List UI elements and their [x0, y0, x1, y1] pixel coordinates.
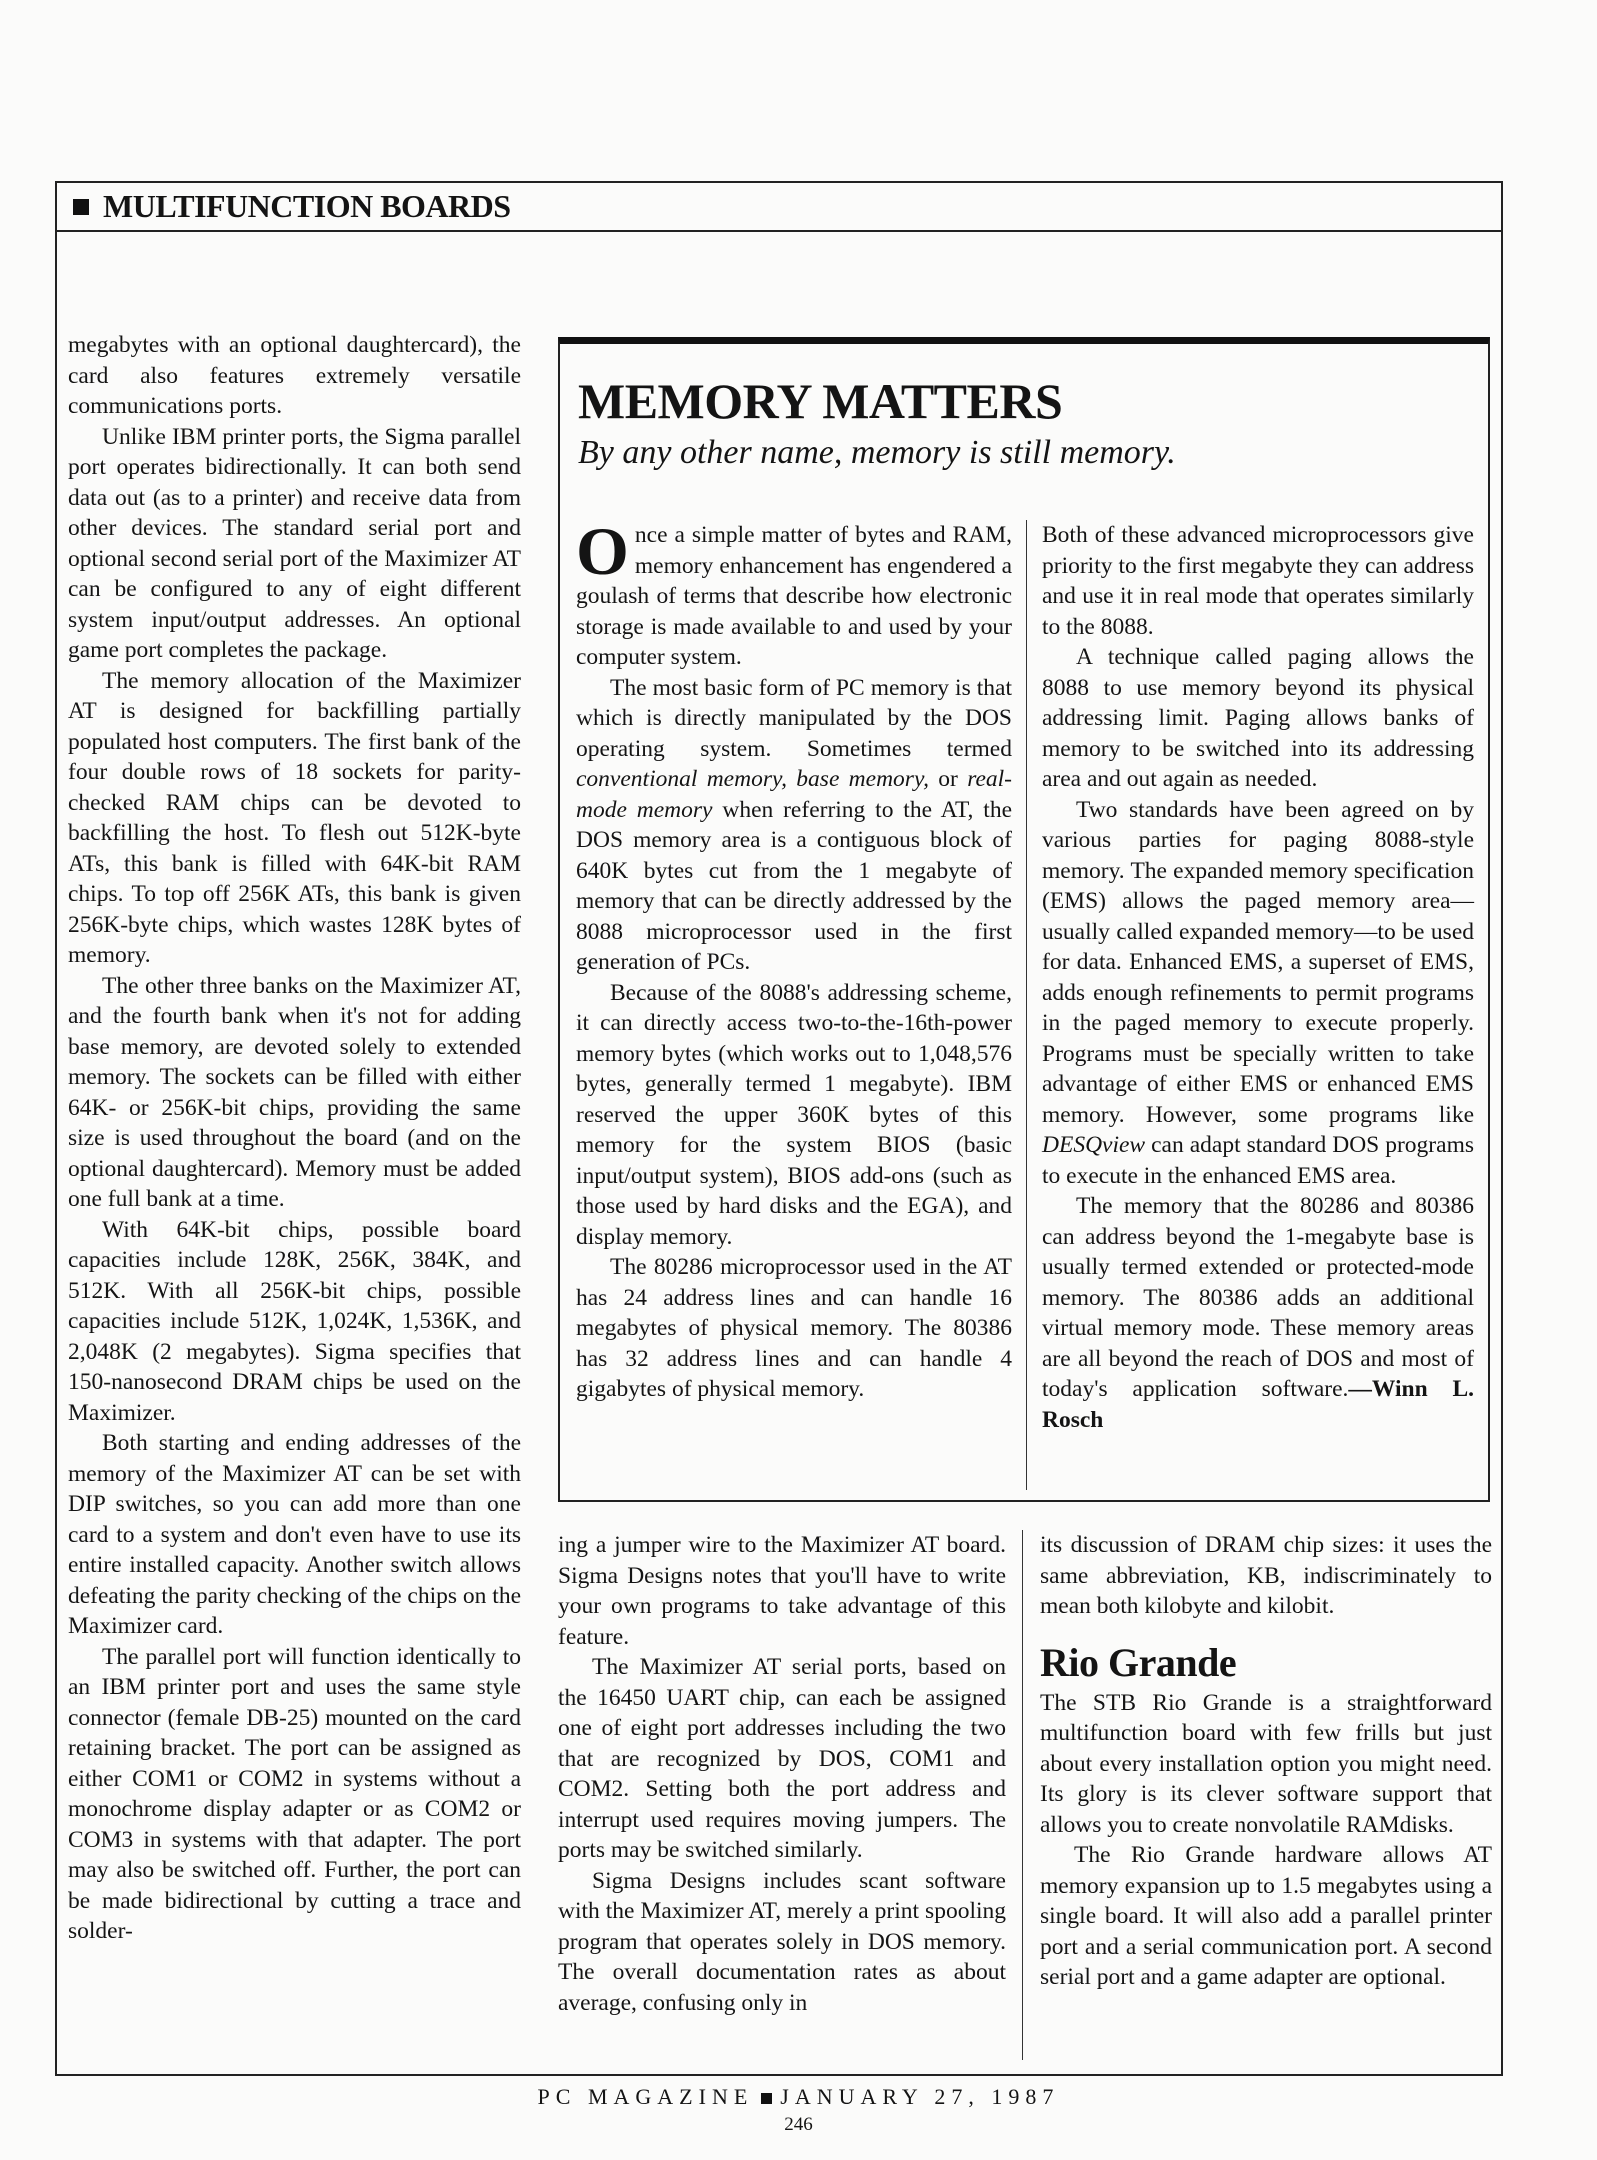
- paragraph: Sigma Designs includes scant software with the Maximizer AT, merely a print spooling program that operates solely in DOS memory. The overall documentation rates as about average, confusing only in: [558, 1867, 1006, 2016]
- paragraph: [576, 673, 1012, 978]
- article-column-2: [558, 1530, 1006, 2018]
- article-column-3: [1040, 1530, 1492, 1993]
- paragraph: [1042, 795, 1474, 1192]
- paragraph: A technique called paging allows the 8088 to use memory beyond its physical addressing limit. Paging allows banks of memory to be switched into its addressing area and out again as needed.: [1042, 644, 1474, 792]
- paragraph: The parallel port will function identically to an IBM printer port and uses the same style connector (female DB-25) mounted on the card retaining bracket. The port can be assigned as either COM1 or COM2 in systems without a monochrome display adapter or as COM2 or COM3 in systems with that adapter. The port may also be switched off. Further, the port can be made bidirectional by cutting a trace and solder-: [68, 1643, 521, 1944]
- page-number: 246: [784, 2114, 813, 2135]
- drop-cap: O: [576, 513, 629, 589]
- paragraph-text: when referring to the AT, the DOS memory area is a contiguous block of 640K bytes cut from the 1 megabyte of memory that can be directly addressed by the 8088 microprocessor used in the first generation of PCs.: [576, 796, 1012, 975]
- sidebar-column-1: [576, 513, 1013, 1405]
- section-header: [57, 183, 1501, 232]
- product-name: DESQview: [1042, 1132, 1146, 1158]
- paragraph-text: can adapt standard DOS programs to execute in the enhanced EMS area.: [1042, 1132, 1474, 1189]
- paragraph-text: Two standards have been agreed on by various parties for paging 8088-style memory. The expanded memory specification (EMS) allows the paged memory area—usually called expanded memory—to be used for data. Enhanced EMS, a superset of EMS, adds enough refinements to permit programs in the paged memory to execute properly. Programs must be specially written to take advantage of either EMS or enhanced EMS memory. However, some programs like: [1042, 796, 1474, 1128]
- paragraph: Both of these advanced microprocessors give priority to the first megabyte they can address and use it in real mode that operates similarly to the 8088.: [1042, 522, 1474, 640]
- article-column-1: [68, 330, 521, 1947]
- page-footer: [0, 2084, 1597, 2110]
- paragraph: its discussion of DRAM chip sizes: it uses the same abbreviation, KB, indiscriminately to mean both kilobyte and kilobit.: [1040, 1532, 1492, 1619]
- paragraph-text: nce a simple matter of bytes and RAM, memory enhancement has engendered a goulash of terms that describe how electronic storage is made available to and used by your computer system.: [576, 522, 1012, 670]
- paragraph: [576, 513, 1012, 673]
- paragraph: The Maximizer AT serial ports, based on the 16450 UART chip, can each be assigned one of eight port addresses including the two that are recognized by DOS, COM1 and COM2. Setting both the port address and interrupt used requires moving jumpers. The ports may be switched similarly.: [558, 1654, 1006, 1863]
- paragraph: megabytes with an optional daughtercard), the card also features extremely versatile communications ports.: [68, 332, 521, 419]
- paragraph: Because of the 8088's addressing scheme, it can directly access two-to-the-16th-power memory bytes (which works out to 1,048,576 bytes, generally termed 1 megabyte). IBM reserved the upper 360K bytes of this memory for the system BIOS (basic input/output system), BIOS add-ons (such as those used by hard disks and the EGA), and display memory.: [576, 979, 1012, 1250]
- paragraph: ing a jumper wire to the Maximizer AT board. Sigma Designs notes that you'll have to write your own programs to take advantage of this feature.: [558, 1532, 1006, 1650]
- paragraph: The 80286 microprocessor used in the AT has 24 address lines and can handle 16 megabytes of physical memory. The 80386 has 32 address lines and can handle 4 gigabytes of physical memory.: [576, 1254, 1012, 1402]
- sidebar-box: [558, 337, 1490, 1502]
- issue-date: JANUARY 27, 1987: [780, 2084, 1060, 2109]
- sidebar-title: MEMORY MATTERS: [578, 373, 1063, 429]
- bullet-square-icon: [761, 2093, 772, 2104]
- paragraph: [1042, 1191, 1474, 1435]
- paragraph: The other three banks on the Maximizer AT, and the fourth bank when it's not for adding base memory, are devoted solely to extended memory. The sockets can be filled with either 64K- or 256K-bit chips, providing the same size is used throughout the board (and on the optional daughtercard). Memory must be added one full bank at a time.: [68, 972, 521, 1212]
- column-divider: [1026, 520, 1027, 1490]
- paragraph: The STB Rio Grande is a straightforward multifunction board with few frills but just about every installation option you might need. Its glory is its clever software support that allows you to create nonvolatile RAMdisks.: [1040, 1689, 1492, 1838]
- subhead-rio-grande: Rio Grande: [1040, 1639, 1237, 1685]
- paragraph: The memory allocation of the Maximizer AT is designed for backfilling partially populated host computers. The first bank of the four double rows of 18 sockets for parity-checked RAM chips can be devoted to backfilling the host. To flesh out 512K-byte ATs, this bank is filled with 64K-bit RAM chips. To top off 256K ATs, this bank is given 256K-byte chips, which wastes 128K bytes of memory.: [68, 667, 521, 968]
- section-label: MULTIFUNCTION BOARDS: [103, 188, 511, 224]
- paragraph: Unlike IBM printer ports, the Sigma parallel port operates bidirectionally. It can both send data out (as to a printer) and receive data from other devices. The standard serial port and optional second serial port of the Maximizer AT can be configured to any of eight different system input/output addresses. An optional game port completes the package.: [68, 423, 521, 663]
- paragraph: Both starting and ending addresses of the memory of the Maximizer AT can be set with DIP switches, so you can add more than one card to a system and don't even have to use its entire installed capacity. Another switch allows defeating the parity checking of the chips on the Maximizer card.: [68, 1430, 521, 1639]
- paragraph: With 64K-bit chips, possible board capacities include 128K, 256K, 384K, and 512K. With all 256K-bit chips, possible capacities include 512K, 1,024K, 1,536K, and 2,048K (2 megabytes). Sigma specifies that 150-nanosecond DRAM chips be used on the Maximizer.: [68, 1216, 521, 1426]
- paragraph-text: or: [938, 766, 958, 792]
- byline: —Winn L. Rosch: [1042, 1376, 1475, 1433]
- magazine-name: PC MAGAZINE: [537, 2084, 754, 2109]
- paragraph-text: The most basic form of PC memory is that which is directly manipulated by the DOS operating system. Sometimes termed: [576, 674, 1012, 762]
- italic-term: real-mode memory: [576, 766, 1013, 823]
- column-divider: [1022, 1530, 1023, 2060]
- italic-term: conventional memory, base memory,: [576, 766, 929, 792]
- paragraph: The Rio Grande hardware allows AT memory expansion up to 1.5 megabytes using a single board. It will also add a parallel printer port and a serial communication port. A second serial port and a game adapter are optional.: [1040, 1842, 1492, 1990]
- bullet-square-icon: [73, 199, 89, 215]
- sidebar-subtitle: By any other name, memory is still memory.: [578, 434, 1176, 471]
- sidebar-column-2: [1042, 520, 1474, 1435]
- paragraph-text: The memory that the 80286 and 80386 can address beyond the 1-megabyte base is usually termed extended or protected-mode memory. The 80386 adds an additional virtual memory mode. These memory areas are all beyond the reach of DOS and most of today's application software.: [1042, 1193, 1474, 1402]
